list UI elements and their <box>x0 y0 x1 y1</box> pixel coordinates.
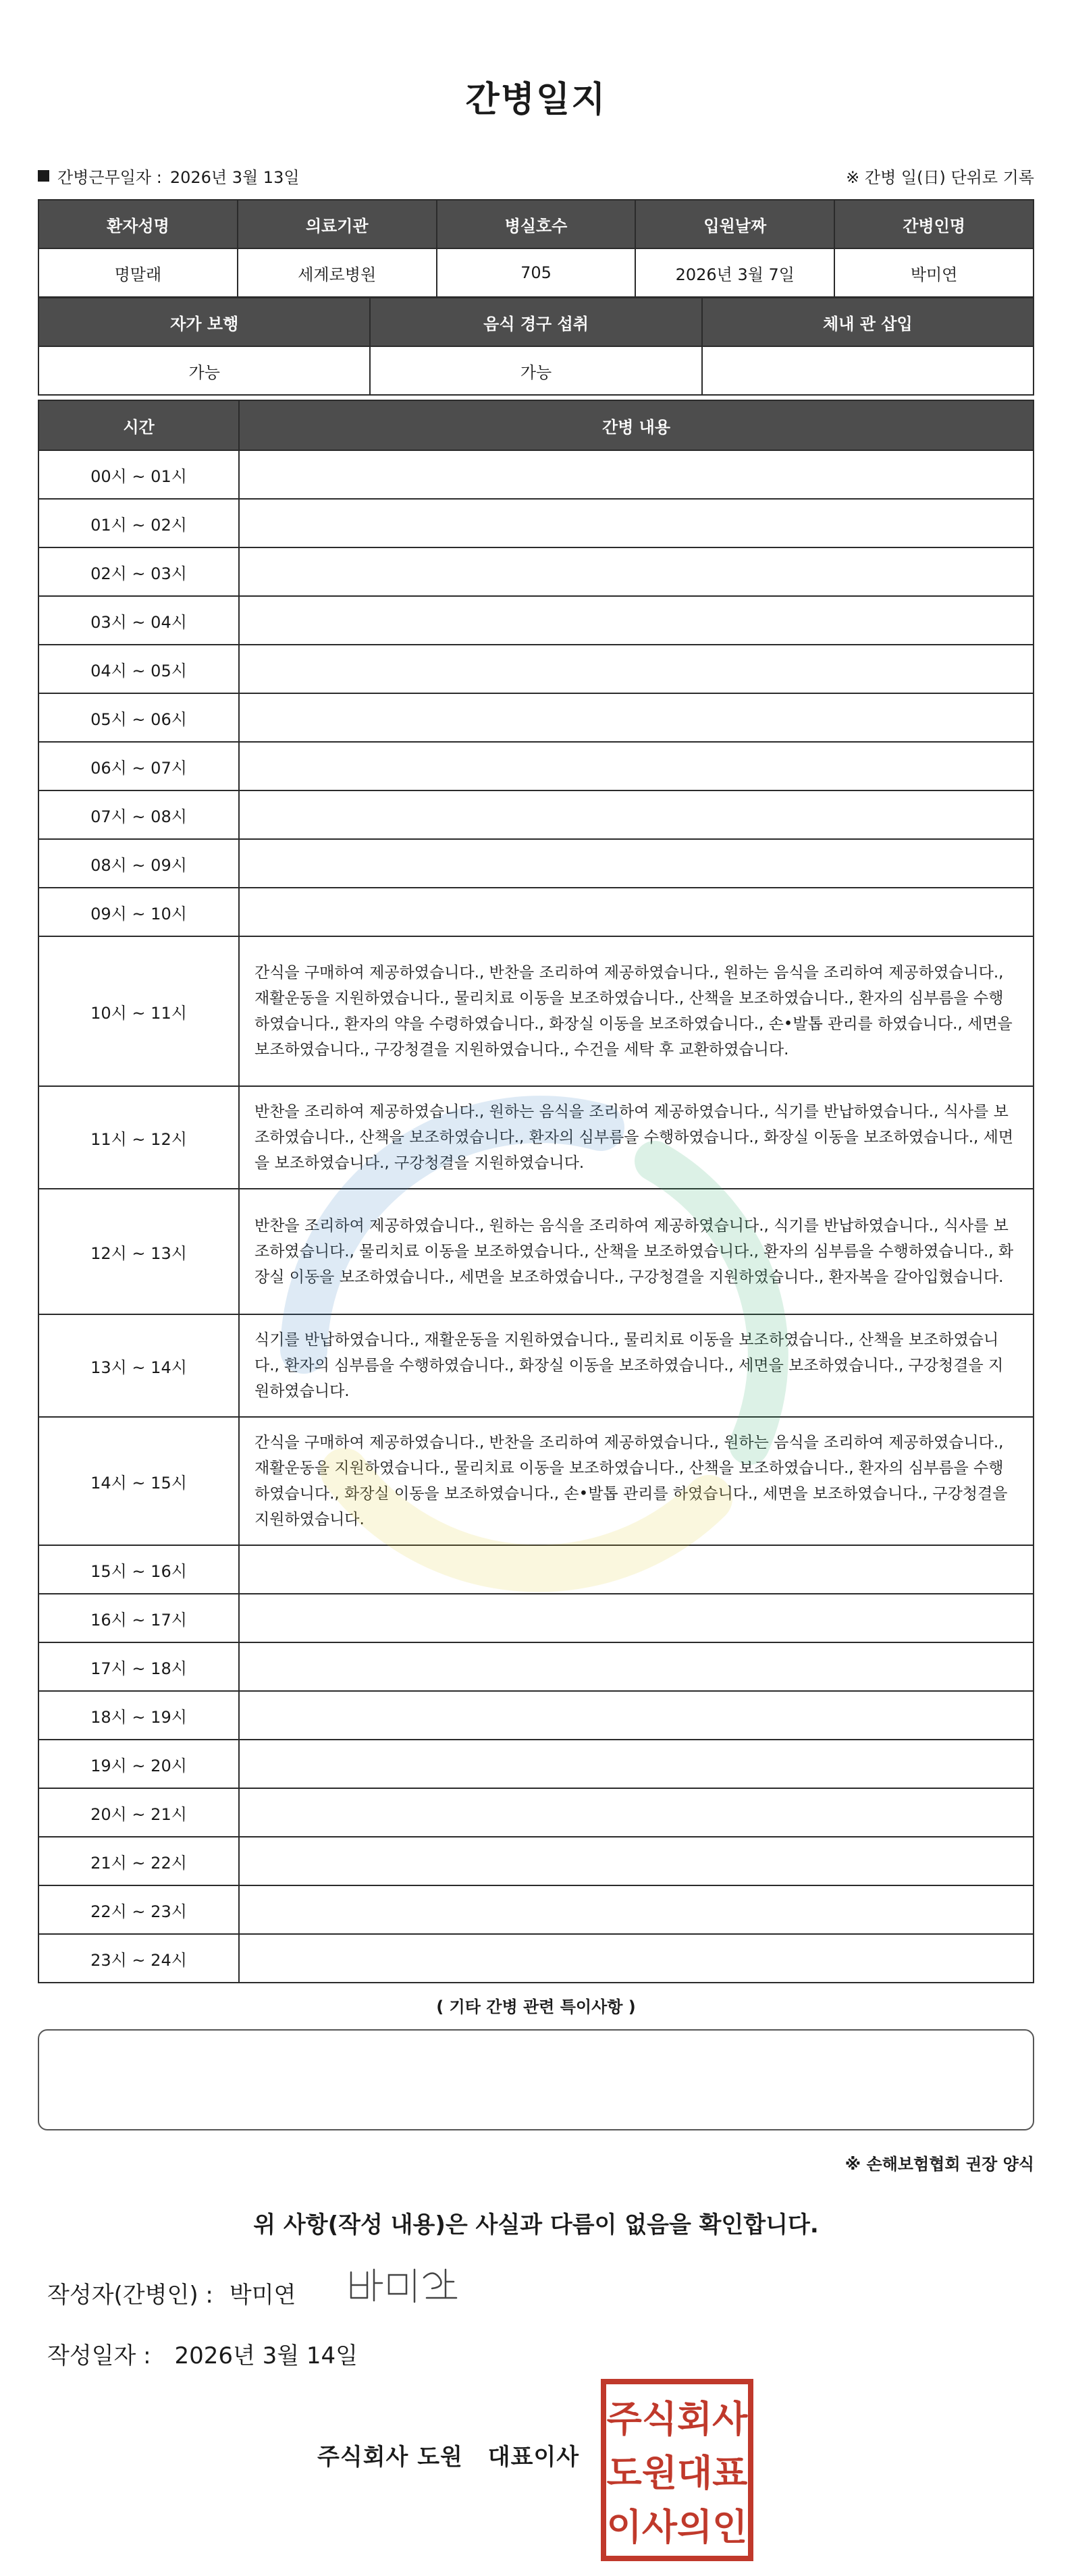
header-self-walking: 자가 보행 <box>38 298 370 346</box>
remarks-box <box>38 2029 1034 2130</box>
table-row <box>38 596 1034 645</box>
care-content <box>239 790 1034 839</box>
table-header-row <box>38 200 1034 248</box>
care-content: 간식을 구매하여 제공하였습니다., 반찬을 조리하여 제공하였습니다., 원하는 음식을 조리하여 제공하였습니다., 재활운동을 지원하였습니다., 물리치료 이동을 보조하였습니다., 산책을 보조하였습니다., 환자의 심부름을 수행하였습니다., 환자의 약을 수령하였습니다., 화장실 이동을 보조하였습니다., 손•발톱 관리를 하였습니다., 세면을 보조하였습니다., 구강청결을 지원하였습니다., 수건을 세탁 후 교환하였습니다. <box>239 936 1034 1086</box>
care-content <box>239 547 1034 596</box>
time-slot: 02시 ~ 03시 <box>38 547 239 596</box>
handwritten-signature <box>344 2263 459 2310</box>
company-name: 주식회사 도원 <box>317 2444 463 2471</box>
care-content <box>239 1885 1034 1934</box>
header-hospital: 의료기관 <box>238 200 437 248</box>
time-slot: 16시 ~ 17시 <box>38 1594 239 1642</box>
time-slot: 04시 ~ 05시 <box>38 645 239 693</box>
time-slot: 00시 ~ 01시 <box>38 450 239 499</box>
hourly-care-log-table <box>38 400 1034 1983</box>
time-slot: 15시 ~ 16시 <box>38 1545 239 1594</box>
table-row <box>38 839 1034 888</box>
company-seal-stamp <box>599 2378 755 2562</box>
care-content: 반찬을 조리하여 제공하였습니다., 원하는 음식을 조리하여 제공하였습니다., 식기를 반납하였습니다., 식사를 보조하였습니다., 산책을 보조하였습니다., 환자의 심부름을 수행하였습니다., 화장실 이동을 보조하였습니다., 세면을 보조하였습니다., 구강청결을 지원하였습니다. <box>239 1086 1034 1189</box>
confirmation-statement: 위 사항(작성 내용)은 사실과 다름이 없음을 확인합니다. <box>253 2211 819 2238</box>
work-date <box>38 164 300 188</box>
care-content <box>239 839 1034 888</box>
work-date-value: 2026년 3월 13일 <box>169 167 300 187</box>
header-room-number: 병실호수 <box>437 200 636 248</box>
table-header-row <box>38 298 1034 346</box>
form-source-note: ※ 손해보험협회 권장 양식 <box>845 2155 1034 2174</box>
written-date-value: 2026년 3월 14일 <box>174 2342 358 2369</box>
care-content <box>239 742 1034 790</box>
table-row <box>38 346 1034 395</box>
table-row <box>38 790 1034 839</box>
time-slot: 13시 ~ 14시 <box>38 1314 239 1417</box>
time-slot: 11시 ~ 12시 <box>38 1086 239 1189</box>
time-slot: 21시 ~ 22시 <box>38 1837 239 1885</box>
caregiver-name: 박미연 <box>834 248 1034 297</box>
time-slot: 18시 ~ 19시 <box>38 1691 239 1740</box>
room-number: 705 <box>437 248 636 297</box>
time-slot: 23시 ~ 24시 <box>38 1934 239 1983</box>
table-row <box>38 1417 1034 1545</box>
table-row <box>38 1691 1034 1740</box>
admission-date: 2026년 3월 7일 <box>635 248 834 297</box>
time-slot: 10시 ~ 11시 <box>38 936 239 1086</box>
writer-name: 박미연 <box>229 2282 296 2309</box>
care-content <box>239 1642 1034 1691</box>
meta-row <box>38 162 1034 189</box>
time-slot: 09시 ~ 10시 <box>38 888 239 936</box>
unit-note: ※ 간병 일(日) 단위로 기록 <box>846 167 1034 187</box>
table-row <box>38 248 1034 297</box>
self-walking-value: 가능 <box>38 346 370 395</box>
table-row <box>38 1545 1034 1594</box>
header-patient-name: 환자성명 <box>38 200 238 248</box>
time-slot: 14시 ~ 15시 <box>38 1417 239 1545</box>
time-slot: 17시 ~ 18시 <box>38 1642 239 1691</box>
hospital-name: 세계로병원 <box>238 248 437 297</box>
time-slot: 03시 ~ 04시 <box>38 596 239 645</box>
table-row <box>38 1594 1034 1642</box>
time-slot: 22시 ~ 23시 <box>38 1885 239 1934</box>
care-content <box>239 1788 1034 1837</box>
table-row <box>38 1788 1034 1837</box>
svg-text:도원대표: 도원대표 <box>606 2452 748 2494</box>
header-care-content: 간병 내용 <box>239 400 1034 450</box>
care-content: 반찬을 조리하여 제공하였습니다., 원하는 음식을 조리하여 제공하였습니다., 식기를 반납하였습니다., 식사를 보조하였습니다., 물리치료 이동을 보조하였습니다., 산책을 보조하였습니다., 환자의 심부름을 수행하였습니다., 화장실 이동을 보조하였습니다., 세면을 보조하였습니다., 구강청결을 지원하였습니다., 환자복을 갈아입혔습니다. <box>239 1189 1034 1314</box>
table-row <box>38 1740 1034 1788</box>
table-row <box>38 1934 1034 1983</box>
written-date-row <box>47 2337 358 2370</box>
table-row <box>38 1086 1034 1189</box>
table-row <box>38 547 1034 596</box>
header-admission-date: 입원날짜 <box>635 200 834 248</box>
table-row <box>38 645 1034 693</box>
time-slot: 07시 ~ 08시 <box>38 790 239 839</box>
care-content <box>239 1837 1034 1885</box>
written-date-label: 작성일자 : <box>47 2342 151 2369</box>
care-content <box>239 693 1034 742</box>
care-content <box>239 1934 1034 1983</box>
writer-row <box>47 2276 296 2309</box>
care-content <box>239 1594 1034 1642</box>
care-content: 식기를 반납하였습니다., 재활운동을 지원하였습니다., 물리치료 이동을 보조하였습니다., 산책을 보조하였습니다., 환자의 심부름을 수행하였습니다., 화장실 이동을 보조하였습니다., 세면을 보조하였습니다., 구강청결을 지원하였습니다. <box>239 1314 1034 1417</box>
writer-label: 작성자(간병인) : <box>47 2282 213 2309</box>
oral-intake-value: 가능 <box>370 346 701 395</box>
care-content <box>239 450 1034 499</box>
patient-info-table <box>38 199 1034 298</box>
table-row <box>38 450 1034 499</box>
document-title: 간병일지 <box>465 80 607 120</box>
table-row <box>38 1837 1034 1885</box>
time-slot: 05시 ~ 06시 <box>38 693 239 742</box>
header-tube-insertion: 체내 관 삽입 <box>702 298 1034 346</box>
remarks-title: ( 기타 간병 관련 특이사항 ) <box>436 1997 636 2016</box>
patient-name: 명말래 <box>38 248 238 297</box>
time-slot: 08시 ~ 09시 <box>38 839 239 888</box>
table-row <box>38 1642 1034 1691</box>
care-content <box>239 1691 1034 1740</box>
header-time: 시간 <box>38 400 239 450</box>
care-content <box>239 645 1034 693</box>
svg-text:주식회사: 주식회사 <box>606 2398 748 2440</box>
time-slot: 20시 ~ 21시 <box>38 1788 239 1837</box>
patient-ability-table <box>38 297 1034 396</box>
company-title: 대표이사 <box>487 2444 580 2471</box>
table-header-row <box>38 400 1034 450</box>
table-row <box>38 936 1034 1086</box>
care-content <box>239 888 1034 936</box>
table-row <box>38 742 1034 790</box>
work-date-label: 간병근무일자 : <box>57 167 162 187</box>
care-content: 간식을 구매하여 제공하였습니다., 반찬을 조리하여 제공하였습니다., 원하는 음식을 조리하여 제공하였습니다., 재활운동을 지원하였습니다., 물리치료 이동을 보조하였습니다., 산책을 보조하였습니다., 환자의 심부름을 수행하였습니다., 화장실 이동을 보조하였습니다., 손•발톱 관리를 하였습니다., 세면을 보조하였습니다., 구강청결을 지원하였습니다. <box>239 1417 1034 1545</box>
care-content <box>239 1545 1034 1594</box>
table-row <box>38 1314 1034 1417</box>
table-row <box>38 888 1034 936</box>
header-oral-intake: 음식 경구 섭취 <box>370 298 701 346</box>
table-row <box>38 693 1034 742</box>
table-row <box>38 499 1034 547</box>
care-content <box>239 596 1034 645</box>
tube-insertion-value <box>702 346 1034 395</box>
time-slot: 06시 ~ 07시 <box>38 742 239 790</box>
svg-text:이사의인: 이사의인 <box>606 2506 748 2548</box>
care-content <box>239 499 1034 547</box>
square-bullet-icon <box>38 170 49 182</box>
care-content <box>239 1740 1034 1788</box>
header-caregiver-name: 간병인명 <box>834 200 1034 248</box>
company-signature-line <box>317 2438 579 2471</box>
time-slot: 12시 ~ 13시 <box>38 1189 239 1314</box>
table-row <box>38 1189 1034 1314</box>
time-slot: 19시 ~ 20시 <box>38 1740 239 1788</box>
time-slot: 01시 ~ 02시 <box>38 499 239 547</box>
table-row <box>38 1885 1034 1934</box>
